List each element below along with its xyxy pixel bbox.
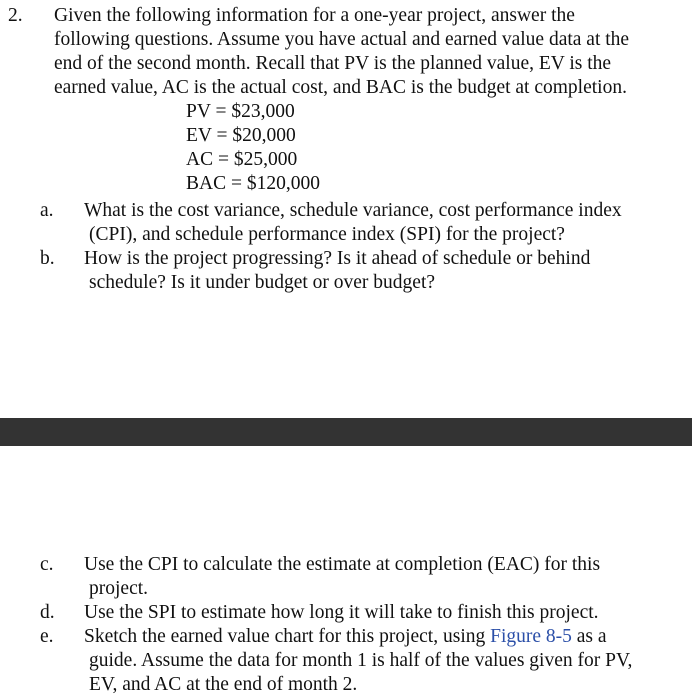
item-d-letter: d. [40,602,55,623]
item-c-line-2: project. [89,578,149,599]
item-a-line-1: What is the cost variance, schedule variance, cost performance index [84,200,622,221]
item-e-letter: e. [40,626,54,647]
item-e-line-1-after: as a [571,626,607,647]
item-c-line-1: Use the CPI to calculate the estimate at completion (EAC) for this [84,554,601,575]
item-d-line-1: Use the SPI to estimate how long it will take to finish this project. [84,602,599,623]
item-c-letter: c. [40,554,54,575]
item-e-line-1-before: Sketch the earned value chart for this project, using [84,626,491,647]
question-number: 2. [8,5,23,26]
figure-8-5-link[interactable]: Figure 8-5 [490,626,572,647]
item-a-line-2: (CPI), and schedule performance index (SPI) for the project? [89,224,565,245]
page-break-bar [0,418,692,446]
intro-line-3: end of the second month. Recall that PV is the planned value, EV is the [54,53,612,74]
ev-value: EV = $20,000 [186,125,296,146]
item-b-letter: b. [40,248,55,269]
bac-value: BAC = $120,000 [186,173,320,194]
ac-value: AC = $25,000 [186,149,298,170]
pv-value: PV = $23,000 [186,101,295,122]
item-a-letter: a. [40,200,54,221]
intro-line-1: Given the following information for a one-year project, answer the [54,5,575,26]
item-e-line-3: EV, and AC at the end of month 2. [89,674,358,695]
item-e-line-1 [84,625,607,649]
item-e-line-2: guide. Assume the data for month 1 is half of the values given for PV, [89,650,633,671]
intro-line-2: following questions. Assume you have actual and earned value data at the [54,29,630,50]
item-b-line-2: schedule? Is it under budget or over budget? [89,272,436,293]
intro-line-4: earned value, AC is the actual cost, and BAC is the budget at completion. [54,77,627,98]
item-b-line-1: How is the project progressing? Is it ahead of schedule or behind [84,248,591,269]
